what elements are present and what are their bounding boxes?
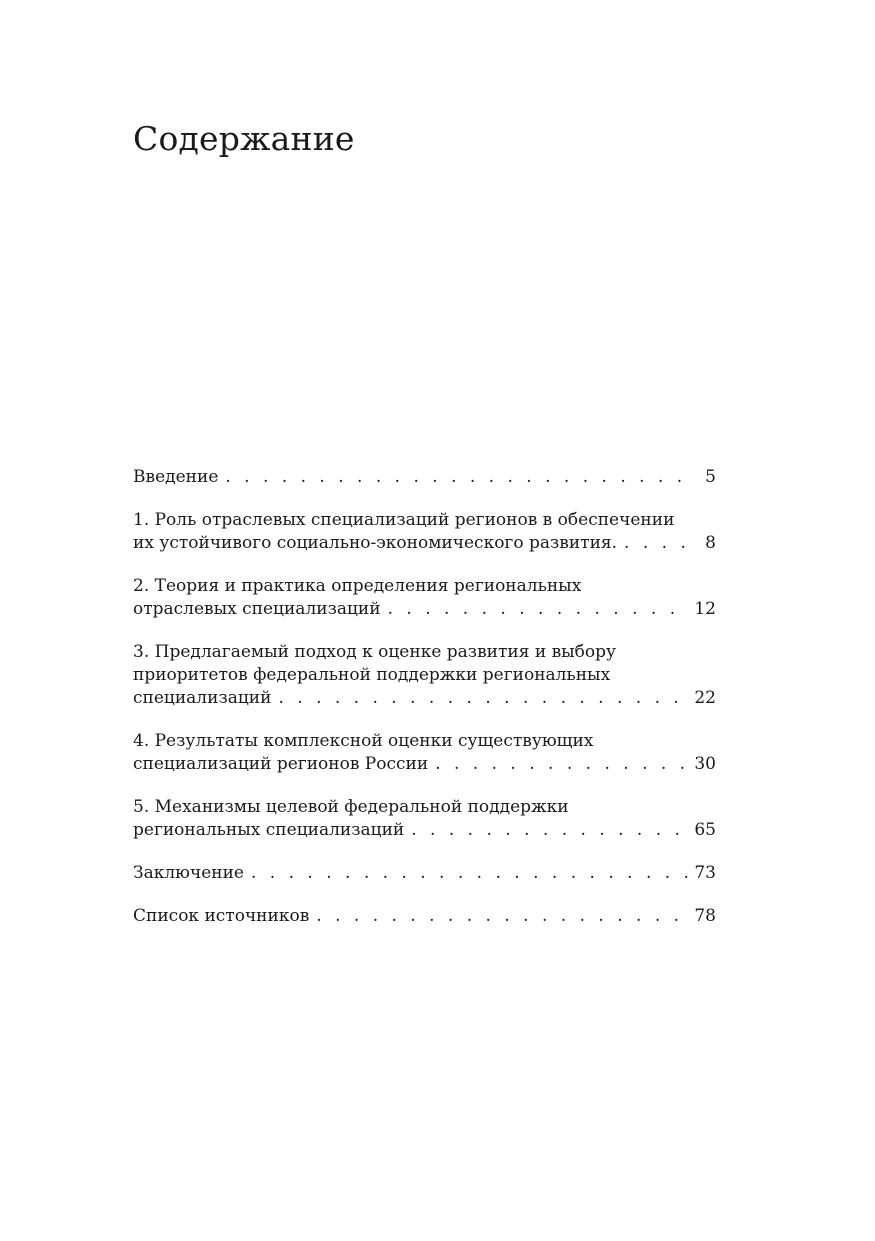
toc-entry-title: Список источников bbox=[133, 906, 310, 926]
toc-page-number: 8 bbox=[705, 533, 716, 553]
toc-entry-chapter-2[interactable] bbox=[133, 575, 716, 621]
page-title: Содержание bbox=[133, 119, 355, 158]
toc-entry-line bbox=[133, 598, 716, 621]
toc-entry-title-line: 5. Механизмы целевой федеральной поддержки bbox=[133, 797, 569, 817]
toc-page-number: 78 bbox=[694, 906, 716, 926]
toc-entry-title-line: 4. Результаты комплексной оценки существующих bbox=[133, 731, 594, 751]
toc-entry-title: отраслевых специализаций bbox=[133, 599, 381, 619]
toc-entry-line bbox=[133, 819, 716, 842]
toc-entry-title: их устойчивого социально-экономического развития. bbox=[133, 533, 618, 553]
toc-entry-chapter-1[interactable] bbox=[133, 509, 716, 555]
toc-entry-chapter-5[interactable] bbox=[133, 796, 716, 842]
dot-leader bbox=[225, 466, 690, 489]
dot-leader bbox=[388, 598, 690, 621]
dot-leader bbox=[278, 687, 690, 710]
toc-page-number: 12 bbox=[694, 599, 716, 619]
dot-leader bbox=[251, 862, 690, 885]
toc-entry-title: Введение bbox=[133, 467, 219, 487]
toc-entry-line bbox=[133, 532, 716, 555]
toc-entry-title-line: 3. Предлагаемый подход к оценке развития и выбору bbox=[133, 642, 617, 662]
toc-entry-line bbox=[133, 905, 716, 928]
toc-entry-title-line: 2. Теория и практика определения региональных bbox=[133, 576, 582, 596]
toc-entry-title: Заключение bbox=[133, 863, 244, 883]
toc-entry-references[interactable] bbox=[133, 905, 716, 928]
toc-entry-line bbox=[133, 687, 716, 710]
toc-page-number: 65 bbox=[694, 820, 716, 840]
toc-entry-line bbox=[133, 753, 716, 776]
toc-entry-line bbox=[133, 466, 716, 489]
toc-page-number: 5 bbox=[705, 467, 716, 487]
toc-page-number: 73 bbox=[694, 863, 716, 883]
toc-entry-chapter-3[interactable] bbox=[133, 641, 716, 710]
toc-entry-chapter-4[interactable] bbox=[133, 730, 716, 776]
toc-entry-title: специализаций регионов России bbox=[133, 754, 429, 774]
toc-entry-title-line: приоритетов федеральной поддержки региональных bbox=[133, 665, 611, 685]
table-of-contents bbox=[133, 466, 716, 948]
toc-entry-title-line: 1. Роль отраслевых специализаций регионов в обеспечении bbox=[133, 510, 675, 530]
toc-entry-title: региональных специализаций bbox=[133, 820, 405, 840]
dot-leader bbox=[435, 753, 690, 776]
dot-leader bbox=[624, 532, 690, 555]
toc-page-number: 30 bbox=[694, 754, 716, 774]
dot-leader bbox=[411, 819, 690, 842]
toc-entry-conclusion[interactable] bbox=[133, 862, 716, 885]
toc-entry-line bbox=[133, 862, 716, 885]
dot-leader bbox=[316, 905, 690, 928]
toc-entry-title: специализаций bbox=[133, 688, 272, 708]
toc-page-number: 22 bbox=[694, 688, 716, 708]
toc-entry-introduction[interactable] bbox=[133, 466, 716, 489]
